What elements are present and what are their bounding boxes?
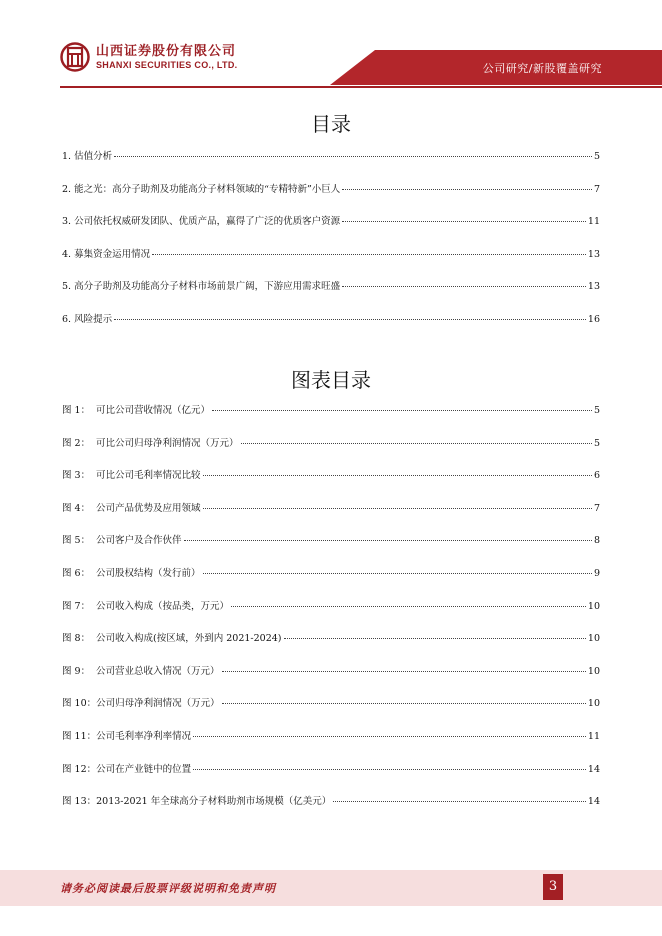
toc-leader [222, 671, 586, 672]
company-name-en: SHANXI SECURITIES CO., LTD. [96, 59, 238, 70]
toc-item[interactable] [62, 246, 600, 279]
figure-label: 公司毛利率净利率情况 [96, 730, 192, 742]
toc-leader [114, 319, 586, 320]
toc-leader [203, 573, 592, 574]
toc-leader [193, 769, 586, 770]
disclaimer-notice[interactable]: 请务必阅读最后股票评级说明和免责声明 [60, 882, 276, 895]
toc-title: 目录 [311, 112, 351, 136]
figure-page: 10 [587, 698, 600, 710]
figure-number: 图 12： [62, 763, 97, 775]
figure-label: 公司收入构成(按区域，外到内 2021-2024) [96, 633, 282, 645]
toc-item-label: 5. 高分子助剂及功能高分子材料市场前景广阔，下游应用需求旺盛 [62, 281, 341, 293]
figure-label: 公司产品优势及应用领域 [96, 502, 201, 514]
toc-leader [203, 508, 592, 509]
toc-item-page: 7 [593, 183, 600, 195]
figure-label: 可比公司毛利率情况比较 [96, 470, 201, 482]
figure-page: 5 [593, 437, 600, 449]
figure-label: 公司在产业链中的位置 [96, 763, 192, 775]
figure-item[interactable] [62, 500, 600, 533]
toc-leader [193, 736, 586, 737]
figure-label: 公司营业总收入情况（万元） [96, 665, 220, 677]
figure-label: 公司归母净利润情况（万元） [96, 698, 220, 710]
figure-item[interactable] [62, 532, 600, 565]
figure-item[interactable] [62, 663, 600, 696]
figure-item[interactable] [62, 761, 600, 794]
figures-list [62, 402, 600, 826]
figure-page: 14 [587, 763, 600, 775]
figure-item[interactable] [62, 793, 600, 826]
header-divider [60, 86, 662, 88]
figure-label: 2013-2021 年全球高分子材料助剂市场规模（亿美元） [96, 796, 332, 808]
figure-page: 7 [593, 502, 600, 514]
toc-leader [184, 540, 592, 541]
toc-item-page: 5 [593, 151, 600, 162]
figure-page: 8 [593, 535, 600, 547]
shanxi-securities-logo-icon [60, 42, 90, 72]
figure-page: 10 [587, 633, 600, 645]
toc-item[interactable] [62, 278, 600, 311]
toc-leader [203, 475, 592, 476]
toc-leader [342, 189, 592, 190]
figure-item[interactable] [62, 728, 600, 761]
toc-item-label: 1. 估值分析 [62, 151, 113, 162]
figure-page: 14 [587, 796, 600, 808]
figure-number: 图 4： [62, 502, 91, 514]
figure-item[interactable] [62, 402, 600, 435]
figure-item[interactable] [62, 565, 600, 598]
toc-leader [231, 606, 586, 607]
toc-leader [241, 443, 592, 444]
figures-title: 图表目录 [291, 368, 371, 392]
toc-item-page: 13 [587, 281, 600, 293]
toc-item-label: 3. 公司依托权威研发团队、优质产品，赢得了广泛的优质客户资源 [62, 216, 341, 228]
toc-leader [152, 254, 586, 255]
toc-leader [333, 801, 586, 802]
figure-page: 10 [587, 600, 600, 612]
toc-item-page: 16 [587, 313, 600, 325]
figure-page: 5 [593, 405, 600, 416]
company-name-cn: 山西证券股份有限公司 [96, 43, 237, 59]
figure-number: 图 1： [62, 405, 91, 416]
toc-leader [114, 156, 592, 157]
figure-item[interactable] [62, 695, 600, 728]
toc-leader [284, 638, 586, 639]
figure-number: 图 2： [62, 437, 91, 449]
figure-number: 图 7： [62, 600, 91, 612]
figure-page: 10 [587, 665, 600, 677]
figure-number: 图 5： [62, 535, 91, 547]
toc-leader [212, 410, 592, 411]
figure-item[interactable] [62, 435, 600, 468]
figure-number: 图 8： [62, 633, 91, 645]
figure-number: 图 13： [62, 796, 97, 808]
figure-page: 6 [593, 470, 600, 482]
figure-page: 9 [593, 567, 600, 579]
page-header [0, 0, 662, 88]
toc-item[interactable] [62, 181, 600, 214]
figure-label: 可比公司营收情况（亿元） [96, 405, 211, 416]
report-type-label: 公司研究/新股覆盖研究 [482, 62, 602, 75]
figure-number: 图 11： [62, 730, 97, 742]
toc-leader [342, 286, 586, 287]
toc-item-label: 6. 风险提示 [62, 313, 113, 325]
figure-item[interactable] [62, 598, 600, 631]
toc-item[interactable] [62, 213, 600, 246]
toc-list [62, 148, 600, 344]
figure-label: 公司股权结构（发行前） [96, 567, 201, 579]
figure-label: 公司收入构成（按品类，万元） [96, 600, 230, 612]
toc-item[interactable] [62, 148, 600, 181]
figure-number: 图 9： [62, 665, 91, 677]
toc-leader [222, 703, 586, 704]
company-logo [60, 42, 237, 72]
figure-item[interactable] [62, 467, 600, 500]
figure-page: 11 [587, 730, 600, 742]
toc-item-label: 2. 能之光：高分子助剂及功能高分子材料领域的“专精特新”小巨人 [62, 183, 341, 195]
toc-item-page: 13 [587, 248, 600, 260]
figure-label: 公司客户及合作伙伴 [96, 535, 182, 547]
figure-number: 图 10： [62, 698, 97, 710]
figure-number: 图 6： [62, 567, 91, 579]
page-number: 3 [543, 874, 563, 900]
toc-item-page: 11 [587, 216, 600, 228]
toc-leader [342, 221, 586, 222]
toc-item-label: 4. 募集资金运用情况 [62, 248, 151, 260]
figure-number: 图 3： [62, 470, 91, 482]
toc-item[interactable] [62, 311, 600, 344]
figure-item[interactable] [62, 630, 600, 663]
figure-label: 可比公司归母净利润情况（万元） [96, 437, 239, 449]
